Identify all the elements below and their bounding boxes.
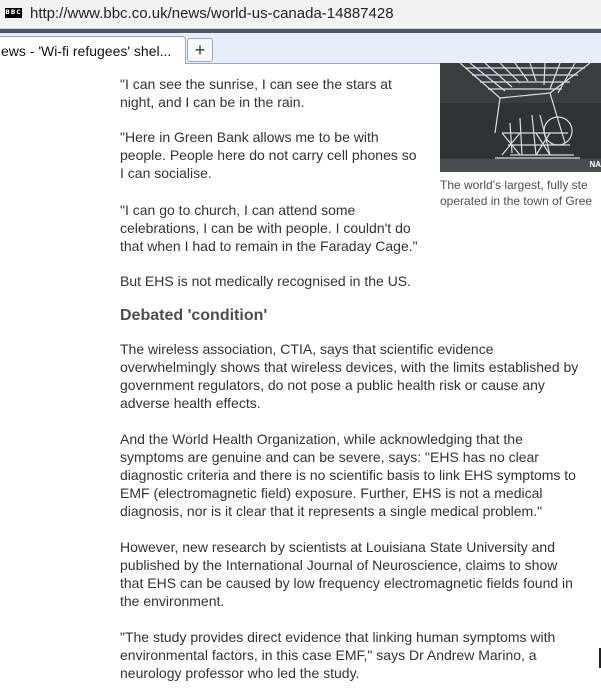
text-line: overwhelmingly shows that wireless devices, with the limits established by xyxy=(120,359,579,375)
text-line: And the World Health Organization, while acknowledging that the xyxy=(120,431,523,447)
url-text[interactable]: http://www.bbc.co.uk/news/world-us-canada-14887428 xyxy=(30,5,394,22)
text-line: However, new research by scientists at Louisiana State University and xyxy=(120,539,555,555)
new-tab-button[interactable]: + xyxy=(187,38,213,62)
radio-telescope-photo xyxy=(440,63,601,172)
caption-line: The world's largest, fully ste xyxy=(440,178,588,192)
text-line: published by the International Journal of Neuroscience, claims to show xyxy=(120,557,558,573)
photo-credit-badge: NA xyxy=(589,160,601,169)
article-photo xyxy=(440,63,601,172)
text-line: diagnostic criteria and there is no scientific basis to link EHS symptoms to xyxy=(120,467,576,483)
text-line: "Here in Green Bank allows me to be with xyxy=(120,129,379,145)
text-line: people. People here do not carry cell phones so xyxy=(120,147,417,163)
paragraph xyxy=(120,128,417,182)
address-bar[interactable] xyxy=(0,0,601,29)
paragraph xyxy=(120,538,573,610)
text-line: symptoms are genuine and can be severe, says: "EHS has no clear xyxy=(120,449,539,465)
text-line: adverse health effects. xyxy=(120,395,261,411)
caption-line: operated in the town of Gree xyxy=(440,194,593,208)
text-line: "I can go to church, I can attend some xyxy=(120,202,356,218)
text-line: night, and I can be in the rain. xyxy=(120,94,305,110)
text-line: government regulators, do not pose a public health risk or cause any xyxy=(120,377,545,393)
paragraph xyxy=(120,272,411,290)
tab-title: ews - 'Wi-fi refugees' shel... xyxy=(1,43,172,59)
text-line: celebrations, I can be with people. I couldn't do xyxy=(120,220,411,236)
bbc-favicon: BBC xyxy=(5,9,22,16)
text-line: "The study provides direct evidence that linking human symptoms with xyxy=(120,629,556,645)
text-line: environmental factors, in this case EMF," says Dr Andrew Marino, a xyxy=(120,647,537,663)
text-line: that when I had to remain in the Faraday Cage." xyxy=(120,238,418,254)
text-line: neurology professor who led the study. xyxy=(120,665,360,681)
text-line: diagnosis, nor is it clear that it represents a single medical problem." xyxy=(120,503,543,519)
text-line: EMF (electromagnetic field) exposure. Further, EHS is not a medical xyxy=(120,485,543,501)
photo-caption xyxy=(440,177,601,209)
text-line: But EHS is not medically recognised in the US. xyxy=(120,273,412,289)
text-line: I can socialise. xyxy=(120,165,212,181)
paragraph xyxy=(120,340,578,412)
paragraph xyxy=(120,75,392,111)
text-line: The wireless association, CTIA, says that scientific evidence xyxy=(120,341,494,357)
text-line: the environment. xyxy=(120,593,225,609)
paragraph xyxy=(120,628,555,682)
text-line: that EHS can be caused by low frequency electromagnetic fields found in xyxy=(120,575,573,591)
tab-strip xyxy=(0,33,601,64)
text-line: "I can see the sunrise, I can see the stars at xyxy=(120,76,392,92)
tab-active[interactable] xyxy=(0,36,186,64)
paragraph xyxy=(120,430,576,520)
section-heading: Debated 'condition' xyxy=(120,307,268,324)
paragraph xyxy=(120,201,418,255)
